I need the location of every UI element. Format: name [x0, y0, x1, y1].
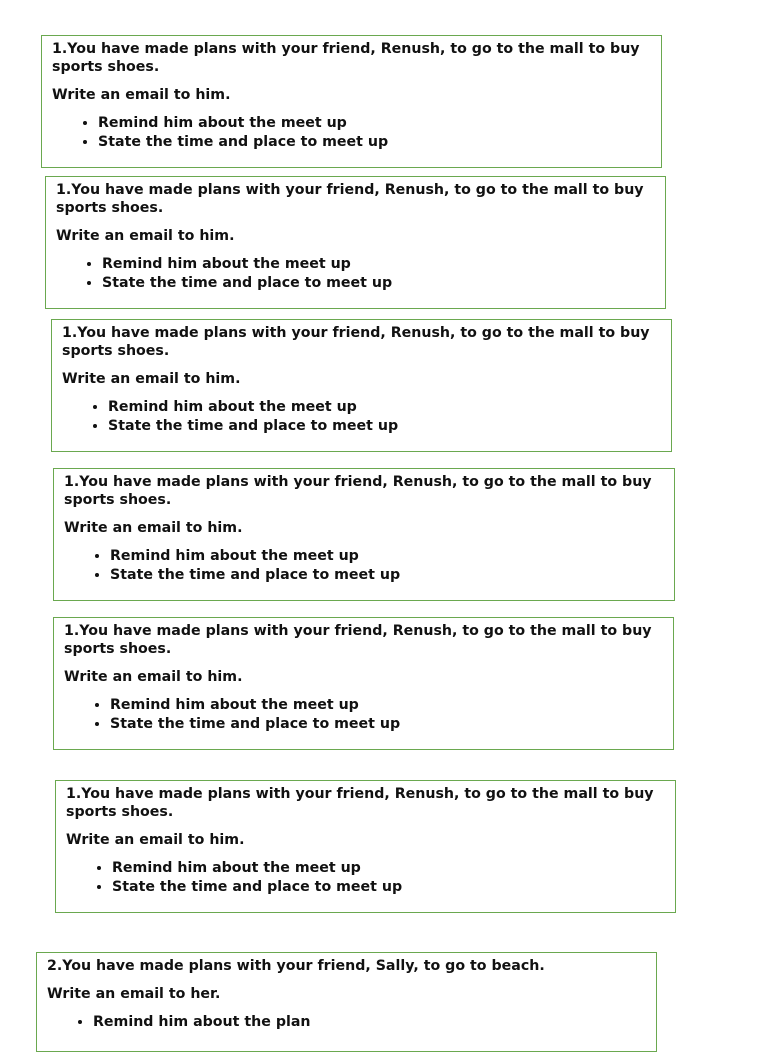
- task-bullet-list: [62, 398, 663, 435]
- task-bullet-list: [66, 859, 667, 896]
- task-instruction: Write an email to him.: [62, 371, 241, 387]
- task-instruction: Write an email to him.: [56, 228, 235, 244]
- task-bullet-list: [64, 696, 665, 733]
- task-prompt: 2.You have made plans with your friend, Sally, to go to beach.: [47, 958, 545, 974]
- task-bullet-list: [64, 547, 666, 584]
- task-bullet: • State the time and place to meet up: [108, 417, 663, 436]
- task-bullet-list: [56, 255, 657, 292]
- task-card-6: [55, 780, 676, 913]
- task-prompt: 1.You have made plans with your friend, Renush, to go to the mall to buy sports shoes.: [56, 182, 644, 216]
- task-bullet: • State the time and place to meet up: [110, 715, 665, 734]
- task-bullet: • Remind him about the meet up: [112, 859, 667, 878]
- task-card-3: [51, 319, 672, 452]
- task-bullet-list: [47, 1013, 648, 1032]
- task-bullet: • State the time and place to meet up: [98, 133, 653, 152]
- task-prompt: 1.You have made plans with your friend, Renush, to go to the mall to buy sports shoes.: [52, 41, 640, 75]
- task-bullet: • Remind him about the plan: [93, 1013, 648, 1032]
- task-bullet: • State the time and place to meet up: [110, 566, 666, 585]
- task-bullet: • Remind him about the meet up: [110, 696, 665, 715]
- task-bullet: • Remind him about the meet up: [98, 114, 653, 133]
- task-prompt: 1.You have made plans with your friend, Renush, to go to the mall to buy sports shoes.: [66, 786, 654, 820]
- task-bullet-list: [52, 114, 653, 151]
- task-bullet: • Remind him about the meet up: [110, 547, 666, 566]
- task-bullet: • State the time and place to meet up: [102, 274, 657, 293]
- task-instruction: Write an email to him.: [64, 669, 243, 685]
- task-prompt: 1.You have made plans with your friend, Renush, to go to the mall to buy sports shoes.: [62, 325, 650, 359]
- task-card-5: [53, 617, 674, 750]
- task-prompt: 1.You have made plans with your friend, Renush, to go to the mall to buy sports shoes.: [64, 474, 652, 508]
- task-instruction: Write an email to him.: [52, 87, 231, 103]
- task-prompt: 1.You have made plans with your friend, Renush, to go to the mall to buy sports shoes.: [64, 623, 652, 657]
- task-card-7: [36, 952, 657, 1052]
- task-instruction: Write an email to him.: [64, 520, 243, 536]
- task-instruction: Write an email to her.: [47, 986, 221, 1002]
- task-instruction: Write an email to him.: [66, 832, 245, 848]
- task-bullet: • Remind him about the meet up: [102, 255, 657, 274]
- task-bullet: • Remind him about the meet up: [108, 398, 663, 417]
- task-card-2: [45, 176, 666, 309]
- task-bullet: • State the time and place to meet up: [112, 878, 667, 897]
- task-card-1: [41, 35, 662, 168]
- task-card-4: [53, 468, 675, 601]
